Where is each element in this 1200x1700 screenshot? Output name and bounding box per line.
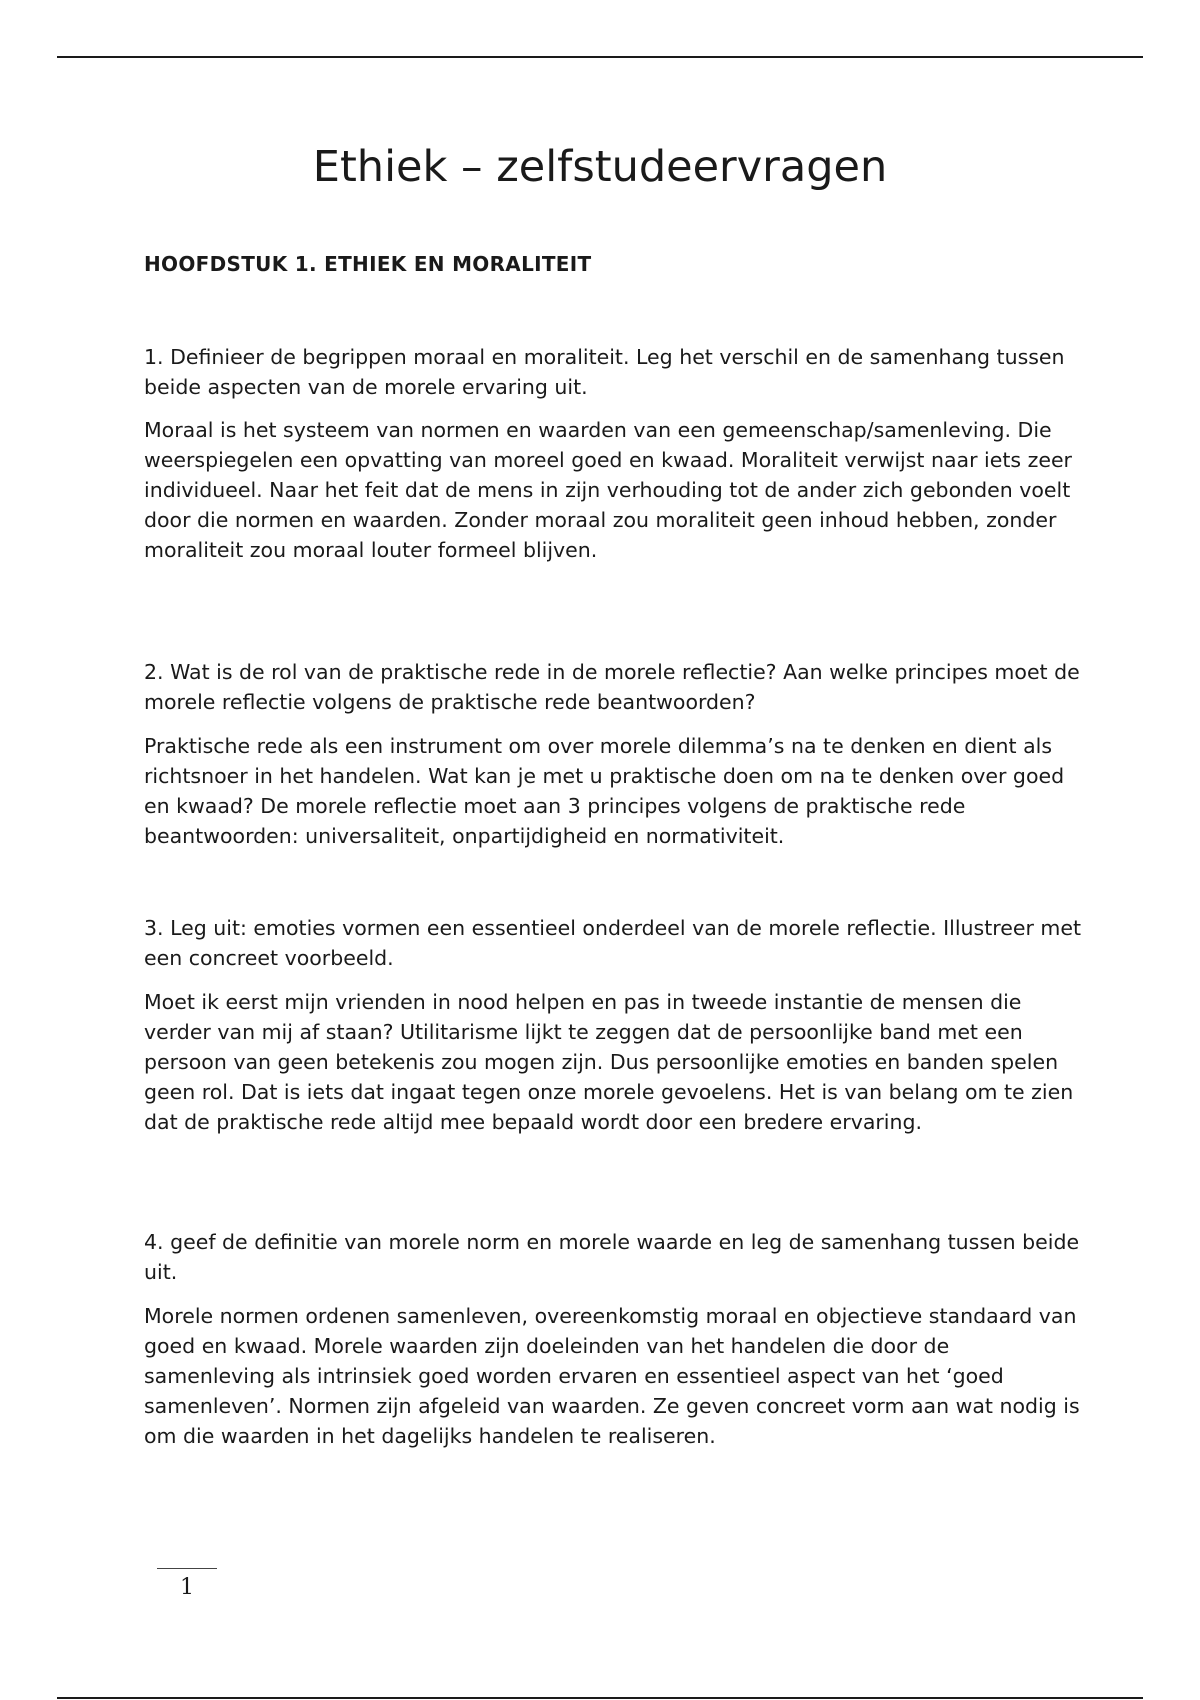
- question-4: 4. geef de definitie van morele norm en morele waarde en leg de samenhang tussen beide uit.: [144, 1230, 1080, 1284]
- page-number: 1: [180, 1575, 194, 1600]
- bottom-rule: [57, 1697, 1143, 1699]
- question-2: 2. Wat is de rol van de praktische rede in de morele reflectie? Aan welke principes moet de morele reflectie volgens de praktische rede beantwoorden?: [144, 660, 1080, 714]
- answer-1: Moraal is het systeem van normen en waarden van een gemeenschap/samenleving. Die weerspiegelen een opvatting van moreel goed en kwaad. Moraliteit verwijst naar iets zeer individueel. Naar het feit dat de mens in zijn verhouding tot de ander zich gebonden voelt door die normen en waarden. Zonder moraal zou moraliteit geen inhoud hebben, zonder moraliteit zou moraal louter formeel blijven.: [144, 418, 1072, 562]
- question-1: 1. Definieer de begrippen moraal en moraliteit. Leg het verschil en de samenhang tussen beide aspecten van de morele ervaring uit.: [144, 345, 1065, 399]
- chapter-heading: HOOFDSTUK 1. ETHIEK EN MORALITEIT: [144, 252, 592, 276]
- answer-4: Morele normen ordenen samenleven, overeenkomstig moraal en objectieve standaard van goed en kwaad. Morele waarden zijn doeleinden van het handelen die door de samenleving als intrinsiek goed worden ervaren en essentieel aspect van het ‘goed samenleven’. Normen zijn afgeleid van waarden. Ze geven concreet vorm aan wat nodig is om die waarden in het dagelijks handelen te realiseren.: [144, 1304, 1080, 1448]
- answer-2: Praktische rede als een instrument om over morele dilemma’s na te denken en dient als richtsnoer in het handelen. Wat kan je met u praktische doen om na te denken over goed en kwaad? De morele reflectie moet aan 3 principes volgens de praktische rede beantwoorden: universaliteit, onpartijdigheid en normativiteit.: [144, 734, 1065, 848]
- answer-3: Moet ik eerst mijn vrienden in nood helpen en pas in tweede instantie de mensen die verder van mij af staan? Utilitarisme lijkt te zeggen dat de persoonlijke band met een persoon van geen betekenis zou mogen zijn. Dus persoonlijke emoties en banden spelen geen rol. Dat is iets dat ingaat tegen onze morele gevoelens. Het is van belang om te zien dat de praktische rede altijd mee bepaald wordt door een bredere ervaring.: [144, 990, 1074, 1134]
- top-rule: [57, 56, 1143, 58]
- document-title: Ethiek – zelfstudeervragen: [312, 142, 888, 192]
- question-3: 3. Leg uit: emoties vormen een essentieel onderdeel van de morele reflectie. Illustreer met een concreet voorbeeld.: [144, 916, 1082, 970]
- page-number-divider: [157, 1568, 217, 1569]
